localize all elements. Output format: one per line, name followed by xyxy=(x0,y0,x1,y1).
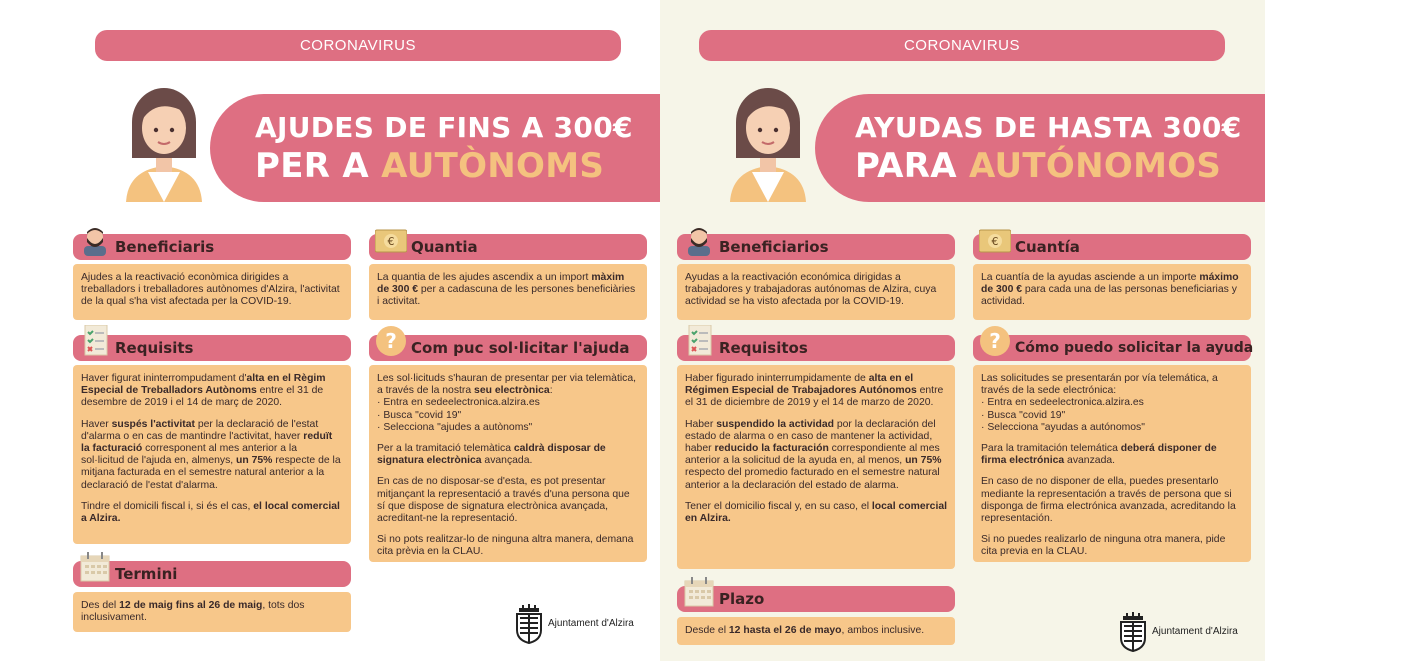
euro-banknote-icon xyxy=(375,224,407,256)
category-tag xyxy=(699,30,1225,61)
svg-text:?: ? xyxy=(989,329,1001,353)
logo-text: Ajuntament d'Alzira xyxy=(548,618,634,629)
quantia-paragraph: La quantia de les ajudes ascendix a un import màxim de 300 € per a cadascuna de les persones beneficiàries i activitat. xyxy=(377,272,636,308)
beneficiarios-paragraph: Ayudas a la reactivación económica dirigidas a trabajadores y trabajadoras autónomas de Alzira, cuya actividad se ha visto afectada por la COVID-19. xyxy=(685,272,937,308)
com-paragraph-3: En cas de no disposar-se d'esta, es pot presentar mitjançant la representació a través d'una persona que sí que dispose de signatura electrònica avançada, acreditant-ne la representació. xyxy=(377,476,630,525)
quantia-text xyxy=(369,264,647,320)
title-prefix: PER A xyxy=(255,146,382,186)
poster-valencian xyxy=(0,0,660,661)
svg-text:€: € xyxy=(991,235,999,248)
requisit-1: Haver figurat ininterrompudament d'alta en el Règim Especial de Treballadors Autònoms entre el 31 de desembre de 2019 i el 14 de març de 2020. xyxy=(81,373,326,409)
title-prefix: PARA xyxy=(855,146,969,186)
title-accent: AUTÒNOMS xyxy=(381,146,605,186)
calendar-icon xyxy=(683,576,715,608)
termini-text xyxy=(73,592,351,632)
section-header-como-solicitar xyxy=(973,329,1254,361)
woman-avatar-icon xyxy=(722,80,814,202)
section-header-termini xyxy=(73,561,351,587)
section-title: Com puc sol·licitar l'ajuda xyxy=(411,339,630,357)
cuantia-paragraph: La cuantía de la ayudas asciende a un importe máximo de 300 € para cada una de las personas beneficiarias y actividad. xyxy=(981,272,1239,308)
section-header-cuantia xyxy=(973,234,1251,260)
section-header-beneficiarios xyxy=(677,234,955,260)
plazo-text xyxy=(677,617,955,645)
svg-text:?: ? xyxy=(385,329,397,353)
com-sollicitar-text xyxy=(369,365,647,562)
section-title: Requisitos xyxy=(719,339,808,357)
requisito-1: Haber figurado ininterrumpidamente de alta en el Régimen Especial de Trabajadores Autónomos entre el 31 de diciembre de 2019 y el 14 de marzo de 2020. xyxy=(685,373,944,409)
category-tag-label: CORONAVIRUS xyxy=(299,37,417,54)
alzira-logo xyxy=(1118,612,1258,656)
question-icon xyxy=(375,325,407,357)
title-line-1: AJUDES DE FINS A 300€ xyxy=(255,111,633,144)
termini-paragraph: Des del 12 de maig fins al 26 de maig, tots dos inclusivament. xyxy=(81,600,305,624)
section-title: Requisits xyxy=(115,339,194,357)
question-icon xyxy=(979,325,1011,357)
plazo-paragraph: Desde el 12 hasta el 26 de mayo, ambos inclusive. xyxy=(685,625,925,636)
como-paragraph-2: Para la tramitación telemática deberá disponer de firma electrónica avanzada. xyxy=(981,443,1217,467)
title-banner xyxy=(210,94,660,202)
section-title: Cuantía xyxy=(1015,238,1080,256)
woman-avatar-icon xyxy=(118,80,210,202)
title-accent: AUTÓNOMOS xyxy=(968,146,1222,186)
title-line-2 xyxy=(855,146,1221,186)
category-tag-label: CORONAVIRUS xyxy=(903,37,1021,54)
title-line-1: AYUDAS DE HASTA 300€ xyxy=(855,111,1242,144)
alzira-shield-icon xyxy=(1118,612,1148,652)
section-header-beneficiaris xyxy=(73,234,351,260)
section-header-plazo xyxy=(677,586,955,612)
requisito-3: Tener el domicilio fiscal y, en su caso, el local comercial en Alzira. xyxy=(685,500,948,525)
requisit-2: Haver suspés l'activitat per la declaració de l'estat d'alarma o en cas de mantindre l'activitat, haver reduït la facturació corresponent al mes anterior a la sol·licitud de l'ajuda en, almenys, un 75% respecte de la mitjana facturada en el semestre natural anterior a la declaració de l'estat d'alarma. xyxy=(81,418,341,491)
beneficiaris-text xyxy=(73,264,351,320)
checklist-icon xyxy=(683,325,715,357)
cuantia-text xyxy=(973,264,1251,320)
section-header-requisitos xyxy=(677,335,955,361)
section-title: Plazo xyxy=(719,590,765,608)
section-title: Quantia xyxy=(411,238,478,256)
person-beard-icon xyxy=(683,224,715,256)
euro-banknote-icon xyxy=(979,224,1011,256)
section-header-requisits xyxy=(73,335,351,361)
calendar-icon xyxy=(79,551,111,583)
section-title: Beneficiaris xyxy=(115,238,215,256)
alzira-logo xyxy=(514,604,654,648)
section-title: Termini xyxy=(115,565,178,583)
title-line-2 xyxy=(255,146,604,186)
beneficiaris-paragraph: Ajudes a la reactivació econòmica dirigides a treballadors i treballadores autònomes d'Alzira, l'activitat de la qual s'ha vist afectada per la COVID-19. xyxy=(81,272,340,308)
category-tag xyxy=(95,30,621,61)
como-paragraph-3: En caso de no disponer de ella, puedes presentarlo mediante la representación a través de persona que si disponga de firma electrónica avanzada, acreditando la representación. xyxy=(981,476,1236,525)
requisits-text xyxy=(73,365,351,544)
poster-spanish xyxy=(660,0,1265,661)
empty-margin xyxy=(1265,0,1407,661)
com-paragraph-1: Les sol·licituds s'hauran de presentar per via telemàtica, a través de la nostra seu electrònica: · Entra en sedeelectronica.alzira.es · Busca "covid 19" · Selecciona "ajudes a autònoms" xyxy=(377,373,636,433)
alzira-shield-icon xyxy=(514,604,544,644)
requisito-2: Haber suspendido la actividad por la declaración del estado de alarma o en caso de mantener la actividad, haber reducido la facturación correspondiente al mes anterior a la solicitud de la ayuda en, al menos, un 75% respecto del promedio facturado en el semestre natural anterior a la declaración del estado de alarma. xyxy=(685,418,942,491)
section-title: Cómo puedo solicitar la ayuda xyxy=(1015,340,1254,356)
com-paragraph-2: Per a la tramitació telemàtica caldrà disposar de signatura electrònica avançada. xyxy=(377,443,606,467)
requisitos-text xyxy=(677,365,955,569)
checklist-icon xyxy=(79,325,111,357)
como-paragraph-1: Las solicitudes se presentarán por vía telemática, a través de la sede electrónica: · Entra en sedeelectronica.alzira.es · Busca "covid 19" · Selecciona "ayudas a autónomos" xyxy=(981,373,1218,433)
beneficiarios-text xyxy=(677,264,955,320)
title-banner xyxy=(815,94,1265,202)
como-paragraph-4: Si no puedes realizarlo de ninguna otra manera, pide cita previa en la CLAU. xyxy=(981,534,1226,558)
svg-text:€: € xyxy=(387,235,395,248)
section-title: Beneficiarios xyxy=(719,238,829,256)
requisit-3: Tindre el domicili fiscal i, si és el cas, el local comercial a Alzira. xyxy=(81,500,340,525)
logo-text: Ajuntament d'Alzira xyxy=(1152,626,1238,637)
como-solicitar-text xyxy=(973,365,1251,562)
person-beard-icon xyxy=(79,224,111,256)
section-header-com-sollicitar xyxy=(369,329,647,361)
com-paragraph-4: Si no pots realitzar-lo de ninguna altra manera, demana cita prèvia en la CLAU. xyxy=(377,534,634,558)
section-header-quantia xyxy=(369,234,647,260)
